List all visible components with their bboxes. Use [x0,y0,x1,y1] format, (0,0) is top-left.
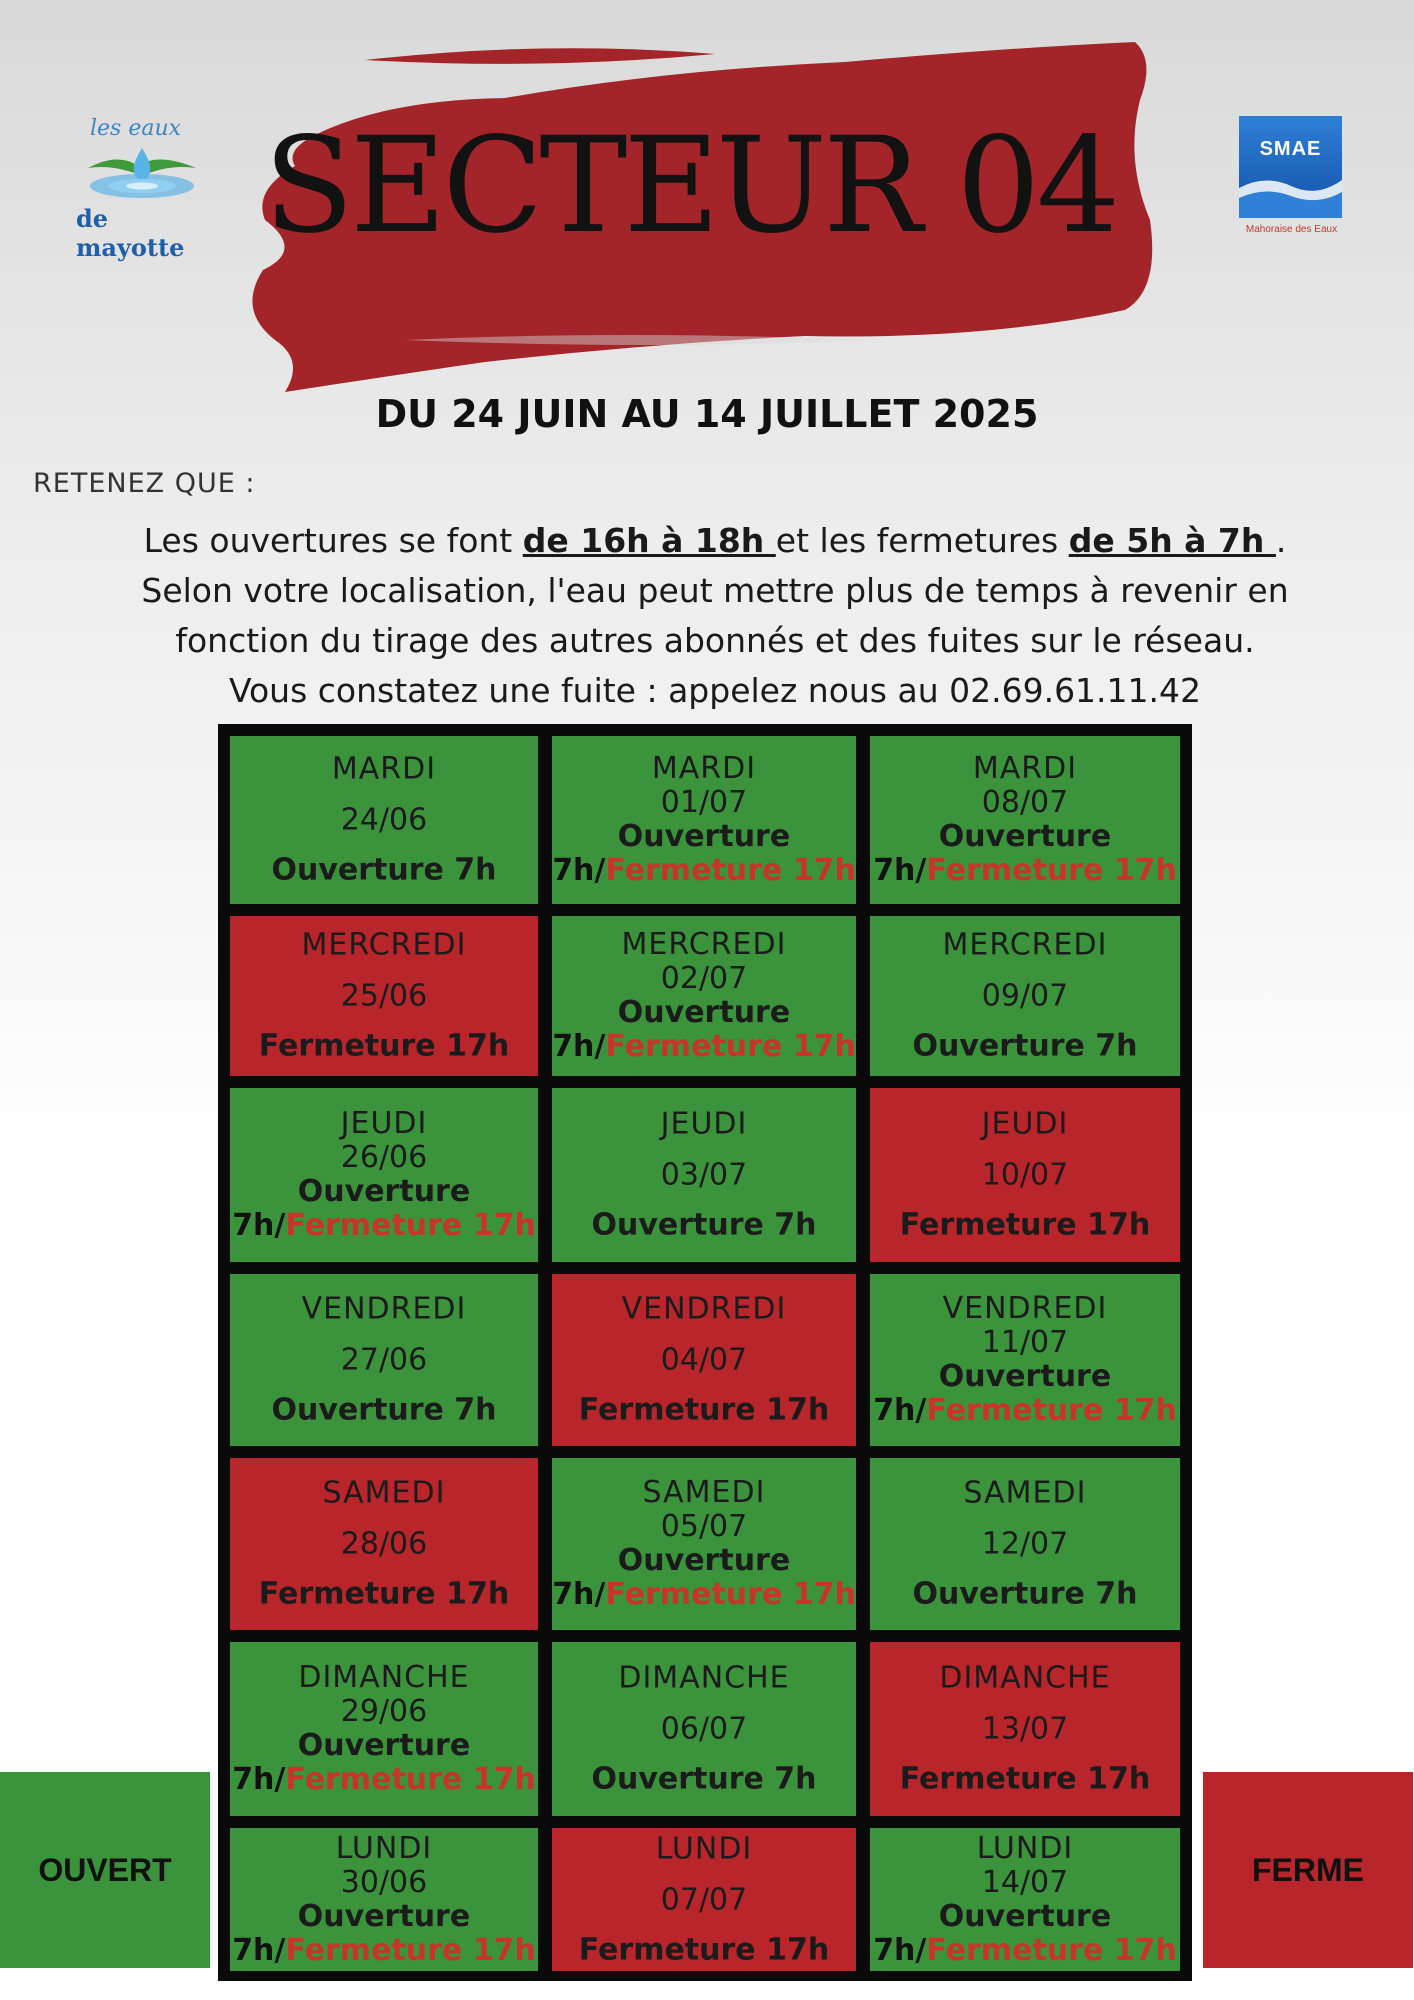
cell-day: SAMEDI [963,1475,1087,1511]
cell-date: 04/07 [660,1342,748,1378]
cell-date: 06/07 [660,1711,748,1747]
schedule-cell [230,916,538,1076]
cell-day: LUNDI [335,1830,433,1866]
water-drop-icon [78,142,208,204]
cell-status: Fermeture 17h [899,1761,1151,1797]
cell-status: Fermeture 17h [578,1932,830,1967]
cell-pre: 7h/ [232,1762,286,1797]
schedule-cell [230,1088,538,1262]
cell-close-line [552,854,856,888]
schedule-cell [870,1088,1180,1262]
cell-day: VENDREDI [942,1291,1108,1326]
notice-part-3: . Selon votre localisation, l'eau peut mettre plus de temps à revenir en fonction du tirage des autres abonnés et des fuites sur le réseau. [141,521,1289,660]
smae-logo-subtitle: Mahoraise des Eaux [1245,224,1338,235]
smae-logo-label: SMAE [1259,138,1322,160]
cell-status: Fermeture 17h [578,1392,830,1428]
logo-left-top-text: les eaux [90,116,182,141]
cell-close: Fermeture 17h [605,853,856,888]
cell-day: MARDI [651,751,757,786]
schedule-cell [230,736,538,904]
cell-day: VENDREDI [301,1291,467,1327]
cell-status: Ouverture 7h [591,1761,817,1797]
schedule-cell [230,1458,538,1630]
cell-close-line [230,1763,538,1797]
cell-day: LUNDI [655,1831,753,1866]
cell-status: Ouverture [938,819,1112,854]
cell-status: Ouverture [938,1359,1112,1394]
schedule-cell [230,1642,538,1816]
notice-part-1: Les ouvertures se font [143,521,523,560]
cell-date: 03/07 [660,1157,748,1193]
cell-close-line [870,854,1180,888]
cell-close-line [870,1394,1180,1428]
cell-date: 26/06 [340,1140,428,1175]
cell-close: Fermeture 17h [285,1208,536,1243]
cell-date: 24/06 [340,802,428,838]
schedule-cell [552,1828,856,1971]
schedule-cell [552,1274,856,1446]
cell-date: 02/07 [660,961,748,996]
cell-day: SAMEDI [322,1475,446,1511]
legend-open: OUVERT [0,1772,210,1968]
schedule-cell [870,1458,1180,1630]
cell-close-line [230,1934,538,1968]
schedule-cell [870,916,1180,1076]
cell-close: Fermeture 17h [926,1932,1177,1968]
cell-day: MERCREDI [621,927,787,962]
cell-day: DIMANCHE [298,1660,470,1695]
logo-left-bottom-text: de mayotte [76,204,185,262]
cell-date: 28/06 [340,1526,428,1562]
cell-close-line [552,1578,856,1612]
cell-pre: 7h/ [873,1393,927,1428]
cell-close-line [230,1209,538,1243]
cell-status: Ouverture 7h [271,852,497,888]
cell-status: Fermeture 17h [258,1028,510,1064]
cell-date: 13/07 [981,1711,1069,1747]
close-hours: de 5h à 7h [1068,521,1276,560]
smae-logo-box [1239,116,1342,218]
cell-date: 05/07 [660,1509,748,1544]
open-hours: de 16h à 18h [522,521,776,560]
cell-pre: 7h/ [552,1577,606,1612]
cell-date: 01/07 [660,785,748,820]
notice-part-2: et les fermetures [775,521,1069,560]
notice-text [100,516,1330,716]
cell-date: 11/07 [981,1325,1069,1360]
cell-status: Ouverture [617,819,791,854]
cell-status: Ouverture [297,1174,471,1209]
cell-pre: 7h/ [873,853,927,888]
schedule-cell [870,736,1180,904]
smae-logo [1234,116,1354,246]
cell-day: JEUDI [660,1106,748,1142]
cell-day: JEUDI [981,1106,1069,1142]
cell-day: DIMANCHE [618,1660,790,1696]
cell-date: 12/07 [981,1526,1069,1562]
cell-status: Ouverture 7h [591,1207,817,1243]
schedule-cell [552,736,856,904]
wave-icon [1239,168,1342,218]
cell-day: MARDI [972,751,1078,786]
cell-day: SAMEDI [642,1475,766,1510]
cell-date: 25/06 [340,978,428,1014]
retenez-label: RETENEZ QUE : [33,468,256,499]
cell-date: 14/07 [981,1864,1069,1900]
cell-close: Fermeture 17h [605,1577,856,1612]
cell-date: 08/07 [981,785,1069,820]
cell-day: VENDREDI [621,1291,787,1327]
schedule-grid [218,724,1192,1981]
cell-date: 07/07 [660,1882,748,1917]
cell-pre: 7h/ [552,1029,606,1064]
cell-status: Fermeture 17h [899,1207,1151,1243]
cell-date: 10/07 [981,1157,1069,1193]
page-title: SECTEUR 04 [263,109,1117,263]
cell-pre: 7h/ [232,1208,286,1243]
cell-day: JEUDI [340,1106,428,1141]
cell-day: MARDI [331,751,437,787]
cell-status: Ouverture [297,1728,471,1763]
cell-status: Fermeture 17h [258,1576,510,1612]
cell-status: Ouverture 7h [912,1028,1138,1064]
cell-day: LUNDI [976,1830,1074,1866]
schedule-cell [870,1274,1180,1446]
cell-pre: 7h/ [232,1932,286,1968]
cell-pre: 7h/ [552,853,606,888]
schedule-cell [552,1642,856,1816]
cell-close: Fermeture 17h [926,853,1177,888]
cell-close: Fermeture 17h [926,1393,1177,1428]
cell-close-line [552,1030,856,1064]
cell-close: Fermeture 17h [285,1932,536,1968]
cell-close: Fermeture 17h [605,1029,856,1064]
schedule-cell [870,1642,1180,1816]
date-range: DU 24 JUIN AU 14 JUILLET 2025 [375,392,1039,436]
cell-date: 30/06 [340,1864,428,1900]
schedule-cell [870,1828,1180,1971]
cell-close-line [870,1934,1180,1968]
cell-date: 29/06 [340,1694,428,1729]
cell-day: DIMANCHE [939,1660,1111,1696]
legend-closed: FERME [1203,1772,1413,1968]
cell-status: Ouverture [938,1898,1112,1934]
schedule-cell [552,1088,856,1262]
schedule-cell [230,1828,538,1971]
cell-pre: 7h/ [873,1932,927,1968]
cell-status: Ouverture [617,1543,791,1578]
cell-status: Ouverture 7h [912,1576,1138,1612]
cell-close: Fermeture 17h [285,1762,536,1797]
cell-day: MERCREDI [942,927,1108,963]
cell-day: MERCREDI [301,927,467,963]
cell-status: Ouverture [617,995,791,1030]
cell-status: Ouverture 7h [271,1392,497,1428]
schedule-cell [552,916,856,1076]
schedule-cell [552,1458,856,1630]
cell-date: 09/07 [981,978,1069,1014]
schedule-cell [230,1274,538,1446]
les-eaux-de-mayotte-logo [72,112,212,262]
phone-line: Vous constatez une fuite : appelez nous au 02.69.61.11.42 [228,671,1202,710]
cell-status: Ouverture [297,1898,471,1934]
cell-date: 27/06 [340,1342,428,1378]
